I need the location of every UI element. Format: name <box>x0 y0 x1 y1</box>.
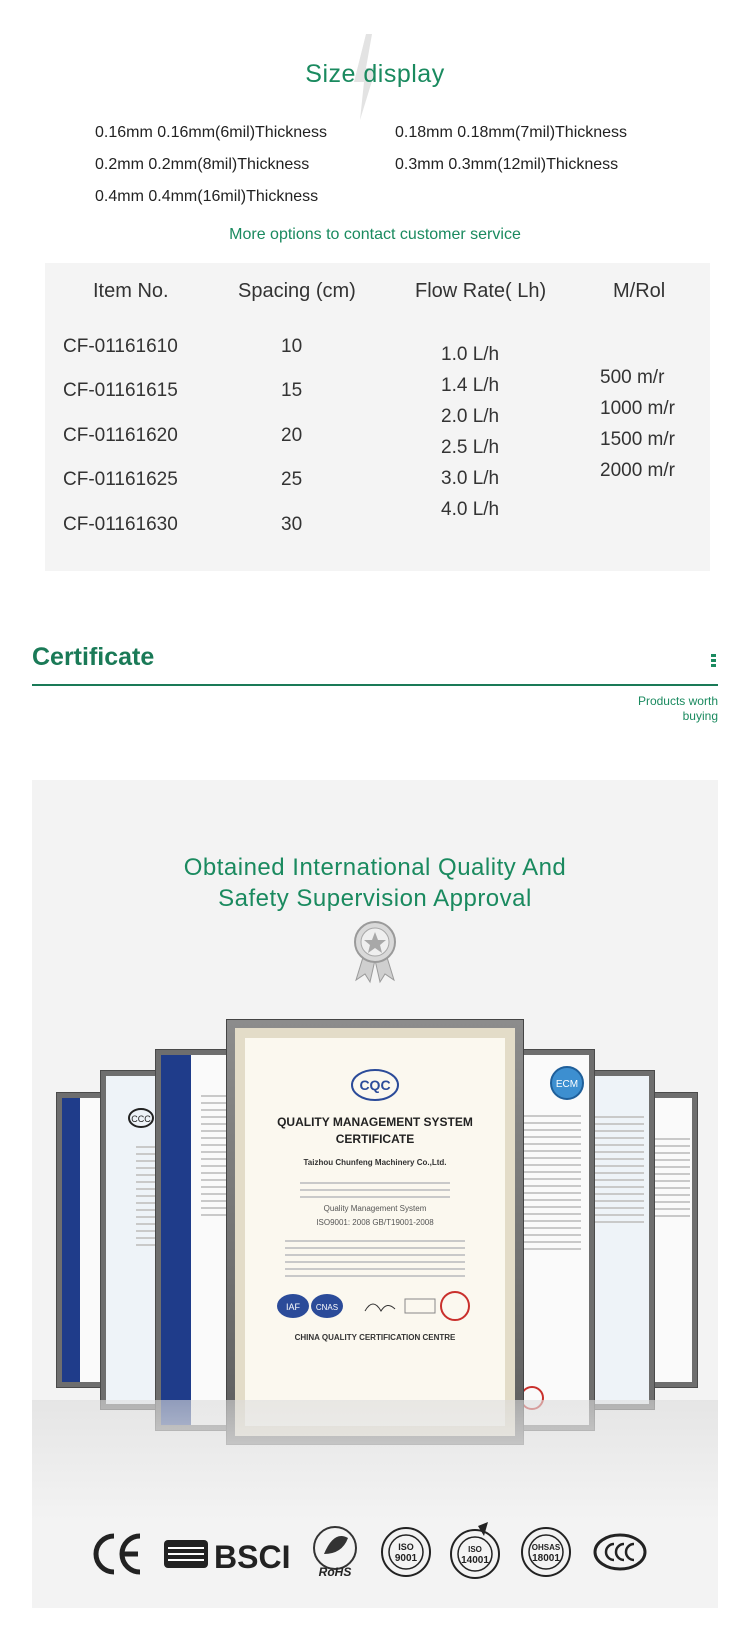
iso-14001-seal-icon <box>448 1522 502 1582</box>
heading-divider <box>32 684 718 686</box>
size-option: 0.4mm 0.4mm(16mil)Thickness <box>95 188 319 205</box>
certificate-issuer: CHINA QUALITY CERTIFICATION CENTRE <box>294 1333 456 1342</box>
header-flow-rate: Flow Rate( Lh) <box>415 280 547 302</box>
svg-text:IAF: IAF <box>285 1302 301 1312</box>
menu-dots-icon <box>711 654 717 669</box>
flow-rate-value: 1.4 L/h <box>441 375 500 396</box>
accreditation-logos-icon <box>275 1289 475 1323</box>
size-display-title: Size display <box>305 60 445 88</box>
size-display-header <box>0 32 750 117</box>
svg-text:9001: 9001 <box>394 1553 418 1564</box>
svg-text:RoHS: RoHS <box>318 1565 352 1579</box>
certificate-heading: Certificate <box>32 643 155 671</box>
flow-rate-value: 1.0 L/h <box>441 344 500 365</box>
roll-length-value: 1500 m/r <box>600 429 675 450</box>
svg-text:CNAS: CNAS <box>315 1303 339 1312</box>
bsci-logo-icon <box>162 1532 292 1576</box>
spacing-value: 25 <box>281 469 303 490</box>
svg-text:14001: 14001 <box>461 1555 489 1566</box>
svg-text:BSCI: BSCI <box>214 1539 291 1575</box>
iso-9001-seal-icon <box>380 1524 432 1580</box>
approval-heading <box>0 852 750 914</box>
flow-rate-value: 3.0 L/h <box>441 468 500 489</box>
svg-text:ISO: ISO <box>398 1542 414 1552</box>
header-spacing: Spacing (cm) <box>238 280 356 302</box>
spacing-value: 10 <box>281 336 303 357</box>
certificate-company: Taizhou Chunfeng Machinery Co.,Ltd. <box>303 1158 447 1167</box>
cqc-logo-icon <box>350 1068 400 1102</box>
svg-text:CQC: CQC <box>359 1077 391 1093</box>
spacing-value: 30 <box>281 514 303 535</box>
flow-rate-value: 2.5 L/h <box>441 437 500 458</box>
item-number: CF-01161630 <box>63 514 178 535</box>
svg-text:OHSAS: OHSAS <box>531 1543 561 1552</box>
size-option: 0.2mm 0.2mm(8mil)Thickness <box>95 156 310 173</box>
svg-text:18001: 18001 <box>532 1553 560 1564</box>
certificate-system: Quality Management System <box>323 1204 427 1213</box>
rohs-logo-icon <box>310 1524 360 1580</box>
contact-customer-service-link[interactable]: More options to contact customer service <box>229 226 521 243</box>
svg-text:CCC: CCC <box>131 1114 151 1124</box>
svg-text:ISO: ISO <box>468 1545 482 1554</box>
header-item-no: Item No. <box>93 280 169 302</box>
certificate-reflection <box>32 1400 718 1520</box>
award-medal-icon <box>352 920 398 984</box>
certificate-title-line-1: QUALITY MANAGEMENT SYSTEM <box>277 1115 473 1129</box>
approval-line-2: Safety Supervision Approval <box>218 885 532 912</box>
ohsas-18001-seal-icon <box>520 1524 572 1580</box>
ce-mark-icon <box>90 1532 144 1576</box>
svg-text:ECM: ECM <box>555 1079 579 1090</box>
ecm-seal-icon <box>549 1065 585 1101</box>
size-option: 0.18mm 0.18mm(7mil)Thickness <box>395 124 628 141</box>
item-number: CF-01161615 <box>63 380 178 401</box>
approval-line-1: Obtained International Quality And <box>183 854 567 881</box>
item-number: CF-01161610 <box>63 336 178 357</box>
certificate-standard: ISO9001: 2008 GB/T19001-2008 <box>316 1218 434 1227</box>
products-worth-buying-note: Products worth buying <box>637 694 718 723</box>
ccc-mark-icon <box>592 1532 648 1572</box>
ccc-mark-icon <box>128 1108 154 1128</box>
roll-length-value: 500 m/r <box>600 367 665 388</box>
spacing-value: 20 <box>281 425 303 446</box>
certification-logos-row <box>0 1522 750 1592</box>
size-option: 0.3mm 0.3mm(12mil)Thickness <box>395 156 619 173</box>
certificate-title-line-2: CERTIFICATE <box>335 1132 415 1146</box>
roll-length-value: 2000 m/r <box>600 460 675 481</box>
header-roll-length: M/Rol <box>613 280 666 302</box>
flow-rate-value: 4.0 L/h <box>441 499 500 520</box>
item-number: CF-01161620 <box>63 425 178 446</box>
specification-table <box>45 263 710 571</box>
flow-rate-value: 2.0 L/h <box>441 406 500 427</box>
spacing-value: 15 <box>281 380 303 401</box>
size-option: 0.16mm 0.16mm(6mil)Thickness <box>95 124 328 141</box>
item-number: CF-01161625 <box>63 469 178 490</box>
main-certificate-frame <box>226 1019 524 1445</box>
roll-length-value: 1000 m/r <box>600 398 675 419</box>
